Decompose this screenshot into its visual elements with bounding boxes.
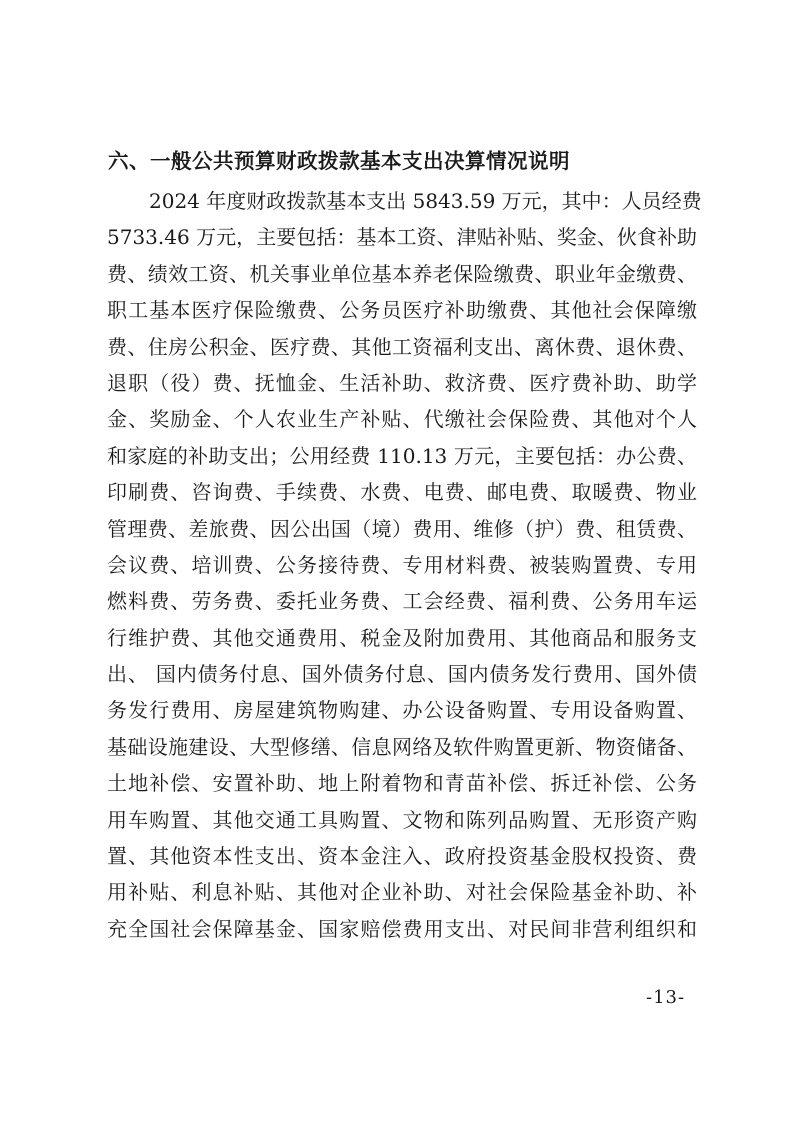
paragraph-line: 置、其他资本性支出、资本金注入、政府投资基金股权投资、费 [107,844,697,869]
paragraph-line: 和家庭的补助支出；公用经费 110.13 万元，主要包括：办公费、 [107,443,697,468]
paragraph-line: 费、住房公积金、医疗费、其他工资福利支出、离休费、退休费、 [107,334,697,359]
paragraph-line: 充全国社会保障基金、国家赔偿费用支出、对民间非营利组织和 [107,916,697,941]
paragraph-line: 费、绩效工资、机关事业单位基本养老保险缴费、职业年金缴费、 [107,261,697,286]
paragraph-line: 职工基本医疗保险缴费、公务员医疗补助缴费、其他社会保障缴 [107,298,697,323]
paragraph-line: 用车购置、其他交通工具购置、文物和陈列品购置、无形资产购 [107,807,697,832]
paragraph-line: 退职（役）费、抚恤金、生活补助、救济费、医疗费补助、助学 [107,370,697,395]
paragraph-line: 2024 年度财政拨款基本支出 5843.59 万元，其中：人员经费 [149,189,702,213]
paragraph-line: 金、奖励金、个人农业生产补贴、代缴社会保险费、其他对个人 [107,407,697,432]
paragraph-line: 基础设施建设、大型修缮、信息网络及软件购置更新、物资储备、 [107,734,697,759]
paragraph-line: 出、 国内债务付息、国外债务付息、国内债务发行费用、国外债 [107,662,697,687]
paragraph-line: 印刷费、咨询费、手续费、水费、电费、邮电费、取暖费、物业 [107,480,697,505]
paragraph-line: 会议费、培训费、公务接待费、专用材料费、被装购置费、专用 [107,552,697,577]
paragraph-line: 行维护费、其他交通费用、税金及附加费用、其他商品和服务支 [107,625,697,650]
paragraph-line: 燃料费、劳务费、委托业务费、工会经费、福利费、公务用车运 [107,589,697,614]
paragraph-line: 5733.46 万元，主要包括：基本工资、津贴补贴、奖金、伙食补助 [107,225,697,250]
body-paragraph [107,183,702,947]
section-heading: 六、一般公共预算财政拨款基本支出决算情况说明 [108,149,570,173]
paragraph-line: 土地补偿、安置补助、地上附着物和青苗补偿、拆迁补偿、公务 [107,771,697,796]
paragraph-line: 用补贴、利息补贴、其他对企业补助、对社会保险基金补助、补 [107,880,697,905]
page-number: -13- [646,987,686,1008]
paragraph-line: 务发行费用、房屋建筑物购建、办公设备购置、专用设备购置、 [107,698,697,723]
paragraph-line: 管理费、差旅费、因公出国（境）费用、维修（护）费、租赁费、 [107,516,697,541]
